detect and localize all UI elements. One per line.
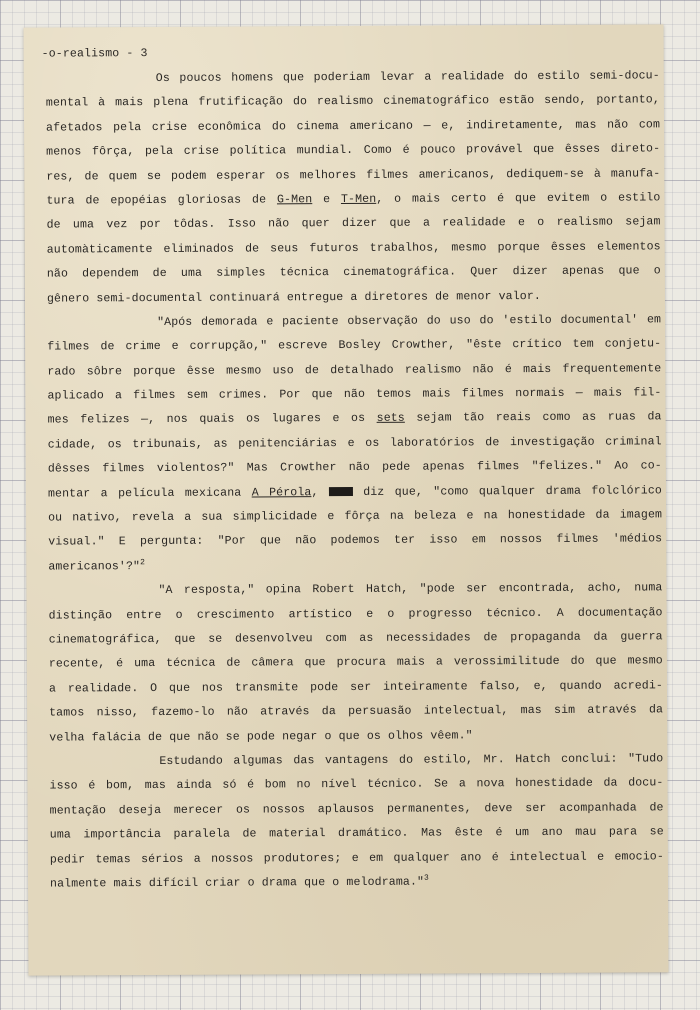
text-line bbox=[49, 650, 663, 678]
text-run: rado sôbre porque êsse mesmo uso de detalhado realismo não é mais frequentemente bbox=[47, 362, 662, 379]
text-run: afetados pela crise econômica do cinema americano — e, indiretamente, mas não com bbox=[46, 118, 661, 135]
text-run: tamos nisso, fazemo-lo não através da persuasão intelectual, mas sim através da bbox=[49, 703, 664, 720]
text-run: mentação deseja merecer os nossos aplausos permanentes, deve ser acompanhada de bbox=[49, 801, 664, 818]
text-run: e bbox=[312, 192, 341, 207]
text-run: cidade, os tribunais, as penitenciárias e os laboratórios de investigação criminal bbox=[47, 435, 662, 452]
footnote-marker: 3 bbox=[424, 873, 429, 883]
underlined-title: G-Men bbox=[276, 193, 313, 207]
underlined-title: sets bbox=[376, 412, 405, 426]
text-run: nalmente mais difícil criar o drama que o melodrama." bbox=[49, 875, 425, 891]
text-run: pedir temas sérios a nossos produtores; e em qualquer ano é intelectual e emocio- bbox=[49, 849, 664, 867]
text-line bbox=[46, 89, 660, 117]
ink-blot bbox=[329, 487, 353, 496]
text-line bbox=[48, 430, 662, 458]
text-run: dêsses filmes violentos?" Mas Crowther não pede apenas filmes "felizes." Ao co- bbox=[47, 459, 662, 476]
text-line bbox=[49, 723, 663, 751]
text-run: mes felizes —, nos quais os lugares e os bbox=[47, 412, 377, 428]
text-line bbox=[49, 601, 663, 629]
text-line bbox=[47, 308, 661, 336]
text-run: mental à mais plena frutificação do realismo cinematográfico estão sendo, portanto, bbox=[45, 93, 660, 110]
paragraph bbox=[48, 577, 663, 751]
text-run: recente, é uma técnica de câmera que procura mais a verossimilitude do que mesmo bbox=[48, 654, 663, 671]
text-run: sejam tão reais como as ruas da bbox=[404, 410, 662, 426]
typewritten-page bbox=[24, 24, 669, 975]
text-line bbox=[47, 357, 661, 385]
text-run: , o mais certo é que evitem o estilo bbox=[376, 191, 661, 206]
text-run: res, de quem se podem esperar os melhores filmes americanos, dediquem-se à manufa- bbox=[46, 166, 661, 184]
text-run: filmes de crime e corrupção," escreve Bosley Crowther, "êste crítico tem conjetu- bbox=[47, 337, 662, 354]
page-content bbox=[41, 38, 664, 896]
text-run: "Após demorada e paciente observação do uso do 'estilo documental' em bbox=[157, 313, 662, 329]
text-run: de uma vez por tôdas. Isso não quer dizer que a realidade e o realismo sejam bbox=[46, 215, 661, 232]
text-line bbox=[48, 479, 662, 507]
text-run: menos fôrça, pela crise política mundial. Como é pouco provável que êsses direto- bbox=[46, 142, 661, 159]
text-line bbox=[50, 845, 664, 873]
text-line bbox=[46, 138, 660, 166]
text-run: , bbox=[311, 485, 329, 499]
text-line bbox=[50, 869, 664, 897]
text-run: velha falácia de que não se pode negar o que os olhos vêem." bbox=[49, 728, 473, 745]
body-text bbox=[46, 64, 664, 896]
text-line bbox=[46, 64, 660, 92]
text-run: isso é bom, mas ainda só é bom no nível técnico. Se a nova honestidade da docu- bbox=[49, 776, 664, 793]
footnote-marker: 2 bbox=[140, 558, 146, 568]
text-run: diz que, "como qualquer drama folclórico bbox=[352, 483, 662, 499]
text-line bbox=[48, 503, 662, 531]
text-line bbox=[47, 259, 661, 287]
text-run: cinematográfica, que se desenvolveu com as necessidades de propaganda da guerra bbox=[48, 630, 663, 647]
text-run: distinção entre o crescimento artístico e o progresso técnico. A documentação bbox=[48, 605, 663, 623]
text-line bbox=[47, 284, 661, 312]
text-run: gênero semi-documental continuará entregue a diretores de menor valor. bbox=[46, 289, 541, 306]
text-line bbox=[49, 674, 663, 702]
text-line bbox=[48, 577, 662, 605]
text-run: Estudando algumas das vantagens do estilo, Mr. Hatch conclui: "Tudo bbox=[159, 752, 664, 768]
text-run: Os poucos homens que poderiam levar a realidade do estilo semi-docu- bbox=[155, 69, 660, 85]
text-run: "A resposta," opina Robert Hatch, "pode ser encontrada, acho, numa bbox=[158, 581, 663, 598]
paragraph bbox=[47, 308, 662, 580]
text-line bbox=[49, 625, 663, 653]
text-line bbox=[47, 235, 661, 263]
text-line bbox=[49, 747, 663, 775]
text-line bbox=[46, 113, 660, 141]
text-line bbox=[49, 698, 663, 726]
paragraph bbox=[46, 64, 661, 311]
text-run: ou nativo, revela a sua simplicidade e fôrça na beleza e na honestidade da imagem bbox=[48, 508, 663, 525]
text-line bbox=[48, 528, 662, 556]
text-run: automàticamente eliminados de seus futuros trabalhos, mesmo porque êsses elementos bbox=[46, 240, 661, 257]
page-header: -o-realismo - 3 bbox=[41, 47, 148, 61]
text-run: uma importância paralela de material dramático. Mas êste é um ano mau para se bbox=[49, 825, 664, 842]
text-line bbox=[47, 381, 661, 409]
text-run: tura de epopéias gloriosas de bbox=[46, 193, 277, 208]
text-line bbox=[49, 772, 663, 800]
text-line bbox=[50, 820, 664, 848]
text-run: aplicado a filmes sem crimes. Por que não temos mais filmes normais — mais fil- bbox=[47, 386, 662, 403]
underlined-title: T-Men bbox=[340, 192, 377, 206]
text-run: a realidade. O que nos transmite pode ser inteiramente falso, e, quando acredi- bbox=[48, 679, 664, 696]
text-line bbox=[48, 406, 662, 434]
text-line bbox=[48, 455, 662, 483]
text-run: não dependem de uma simples técnica cinematográfica. Quer dizer apenas que o bbox=[46, 264, 661, 281]
text-run: mentar a película mexicana bbox=[47, 486, 252, 501]
text-run: visual." E pergunta: "Por que não podemos ter isso em nossos filmes 'médios bbox=[48, 532, 663, 549]
paragraph bbox=[49, 747, 664, 897]
text-line bbox=[46, 211, 660, 239]
underlined-title: A Pérola bbox=[251, 485, 312, 500]
text-line bbox=[46, 162, 660, 190]
text-line bbox=[47, 333, 661, 361]
text-line bbox=[46, 186, 660, 214]
text-line bbox=[50, 796, 664, 824]
text-line bbox=[48, 552, 662, 580]
text-run: americanos'?" bbox=[48, 559, 141, 574]
